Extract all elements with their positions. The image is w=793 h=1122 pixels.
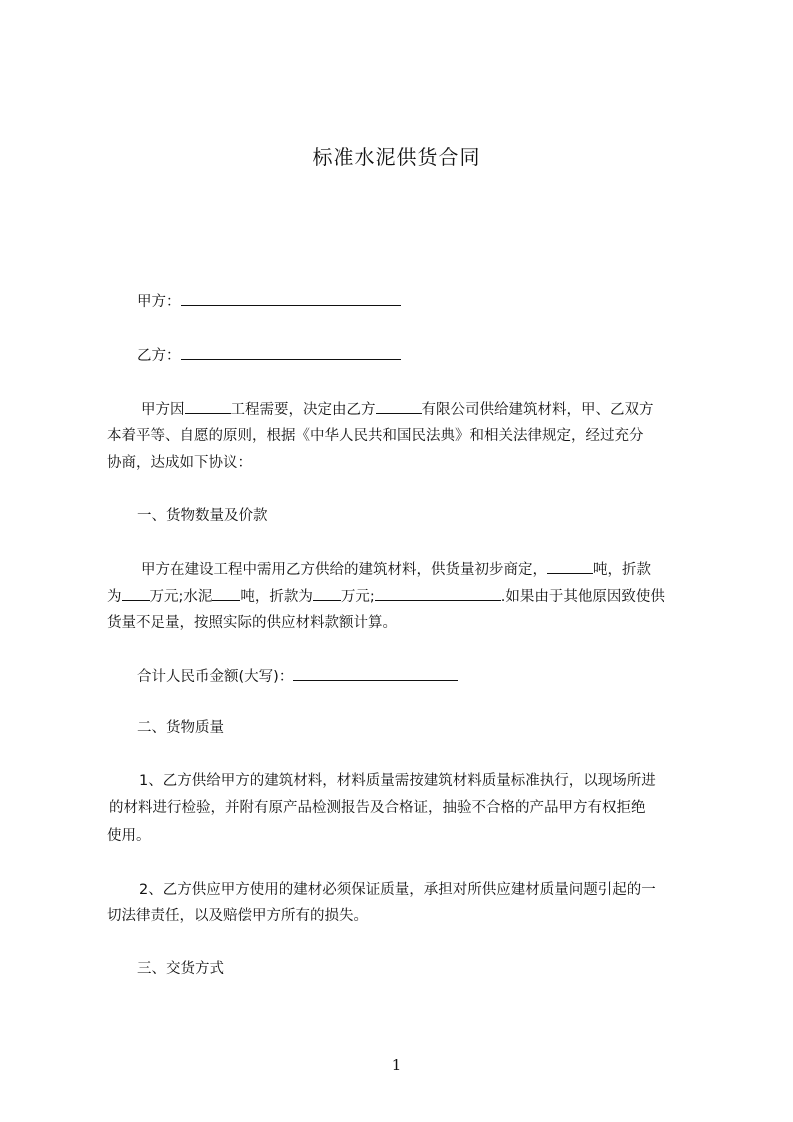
party-a-blank[interactable] — [181, 290, 401, 306]
section-2-item-2-line-2: 切法律责任，以及赔偿甲方所有的损失。 — [107, 908, 368, 924]
document-title: 标准水泥供货合同 — [312, 145, 481, 169]
section-2-item-1-line-3: 使用。 — [107, 828, 151, 844]
clause-text: .如果由于其他原因致使供 — [500, 589, 665, 605]
preamble-text: 有限公司供给建筑材料，甲、乙双方 — [421, 402, 654, 418]
clause-text: 吨，折款 — [593, 562, 651, 578]
page-number: 1 — [391, 1056, 402, 1074]
preamble-text: 甲方因 — [141, 402, 185, 418]
total-amount-line — [137, 665, 707, 687]
preamble-line-1 — [141, 398, 711, 420]
party-b-blank[interactable] — [181, 344, 401, 360]
party-b-label: 乙方： — [137, 348, 181, 364]
party-a-label: 甲方： — [137, 294, 181, 310]
clause-text: 万元;水泥 — [149, 589, 213, 605]
preamble-text: 工程需要，决定由乙方 — [230, 402, 376, 418]
section-1-line-3: 货量不足量，按照实际的供应材料款额计算。 — [107, 615, 397, 631]
cement-tons-blank[interactable] — [212, 585, 240, 601]
party-b-line — [137, 344, 707, 366]
project-name-blank[interactable] — [185, 398, 231, 414]
amount-blank[interactable] — [122, 585, 150, 601]
clause-text: 万元; — [340, 589, 375, 605]
total-amount-label: 合计人民币金额(大写)： — [137, 669, 294, 685]
clause-text: 吨，折款为 — [240, 589, 313, 605]
quantity-tons-blank[interactable] — [547, 558, 593, 574]
section-1-line-1 — [141, 558, 711, 580]
section-2-heading: 二、货物质量 — [137, 720, 224, 736]
total-amount-blank[interactable] — [293, 665, 458, 681]
cement-amount-blank[interactable] — [313, 585, 341, 601]
preamble-line-3: 协商，达成如下协议： — [107, 455, 252, 471]
clause-text: 为 — [107, 589, 122, 605]
section-2-item-2-line-1: 2、乙方供应甲方使用的建材必须保证质量，承担对所供应建材质量问题引起的一 — [139, 882, 656, 898]
supplier-name-blank[interactable] — [376, 398, 422, 414]
section-2-item-1-line-1: 1、乙方供给甲方的建筑材料，材料质量需按建筑材料质量标准执行，以现场所进 — [139, 773, 656, 789]
other-blank[interactable] — [375, 585, 501, 601]
party-a-line — [137, 290, 707, 312]
clause-text: 甲方在建设工程中需用乙方供给的建筑材料，供货量初步商定， — [141, 562, 547, 578]
section-2-item-1-line-2: 的材料进行检验，并附有原产品检测报告及合格证，抽验不合格的产品甲方有权拒绝 — [109, 800, 646, 816]
preamble-line-2: 本着平等、自愿的原则，根据《中华人民共和国民法典》和相关法律规定，经过充分 — [107, 428, 644, 444]
section-1-heading: 一、货物数量及价款 — [137, 508, 268, 524]
section-3-heading: 三、交货方式 — [137, 961, 224, 977]
section-1-line-2 — [107, 585, 707, 607]
